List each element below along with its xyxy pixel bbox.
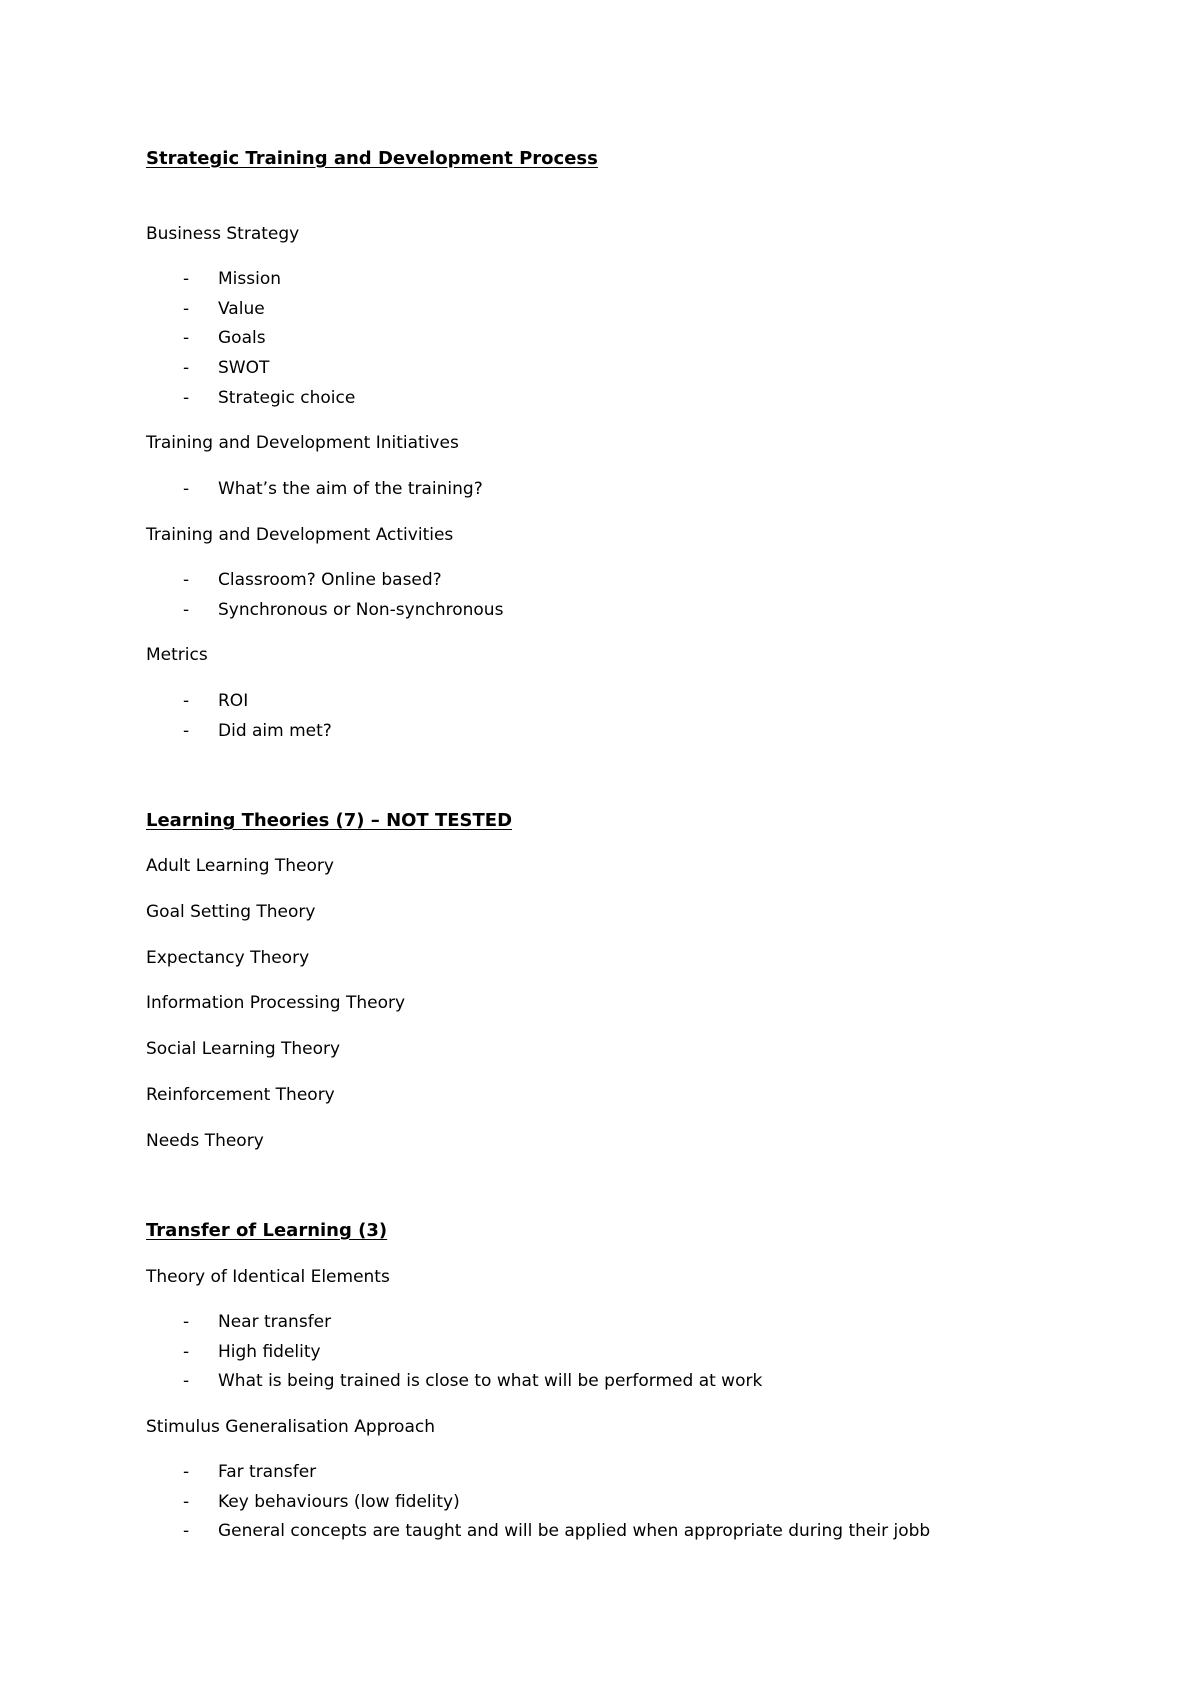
list-item: Key behaviours (low fidelity) — [218, 1492, 460, 1512]
list-item: Goal Setting Theory — [146, 902, 316, 922]
bullet-dash: - — [183, 269, 190, 289]
section-title-learning-theories: Learning Theories (7) – NOT TESTED — [146, 810, 513, 831]
list-item: Adult Learning Theory — [146, 856, 334, 876]
group-label-identical-elements: Theory of Identical Elements — [146, 1267, 390, 1287]
list-item: Information Processing Theory — [146, 993, 406, 1013]
list-item: General concepts are taught and will be applied when appropriate during their jobb — [218, 1521, 931, 1541]
list-item: What’s the aim of the training? — [218, 479, 483, 499]
list-item: SWOT — [218, 358, 270, 378]
bullet-dash: - — [183, 1371, 190, 1391]
list-item: Did aim met? — [218, 721, 332, 741]
section-title-transfer-of-learning: Transfer of Learning (3) — [146, 1220, 388, 1241]
bullet-dash: - — [183, 721, 190, 741]
group-label-business-strategy: Business Strategy — [146, 224, 300, 244]
group-label-stimulus-generalisation: Stimulus Generalisation Approach — [146, 1417, 435, 1437]
bullet-dash: - — [183, 299, 190, 319]
list-item: Far transfer — [218, 1462, 317, 1482]
group-label-activities: Training and Development Activities — [146, 525, 454, 545]
group-label-metrics: Metrics — [146, 645, 208, 665]
list-item: Mission — [218, 269, 282, 289]
list-item: Needs Theory — [146, 1131, 264, 1151]
list-item: Strategic choice — [218, 388, 356, 408]
list-item: Synchronous or Non-synchronous — [218, 600, 504, 620]
list-item: What is being trained is close to what will be performed at work — [218, 1371, 763, 1391]
bullet-dash: - — [183, 1521, 190, 1541]
list-item: High fidelity — [218, 1342, 321, 1362]
list-item: Reinforcement Theory — [146, 1085, 335, 1105]
bullet-dash: - — [183, 570, 190, 590]
list-item: ROI — [218, 691, 249, 711]
list-item: Goals — [218, 328, 266, 348]
bullet-dash: - — [183, 388, 190, 408]
list-item: Social Learning Theory — [146, 1039, 341, 1059]
bullet-dash: - — [183, 1342, 190, 1362]
bullet-dash: - — [183, 600, 190, 620]
group-label-initiatives: Training and Development Initiatives — [146, 433, 459, 453]
bullet-dash: - — [183, 1312, 190, 1332]
list-item: Value — [218, 299, 265, 319]
bullet-dash: - — [183, 479, 190, 499]
bullet-dash: - — [183, 1462, 190, 1482]
bullet-dash: - — [183, 358, 190, 378]
bullet-dash: - — [183, 691, 190, 711]
list-item: Expectancy Theory — [146, 948, 310, 968]
list-item: Classroom? Online based? — [218, 570, 442, 590]
section-title-strategic-process: Strategic Training and Development Process — [146, 148, 598, 169]
bullet-dash: - — [183, 1492, 190, 1512]
bullet-dash: - — [183, 328, 190, 348]
list-item: Near transfer — [218, 1312, 332, 1332]
